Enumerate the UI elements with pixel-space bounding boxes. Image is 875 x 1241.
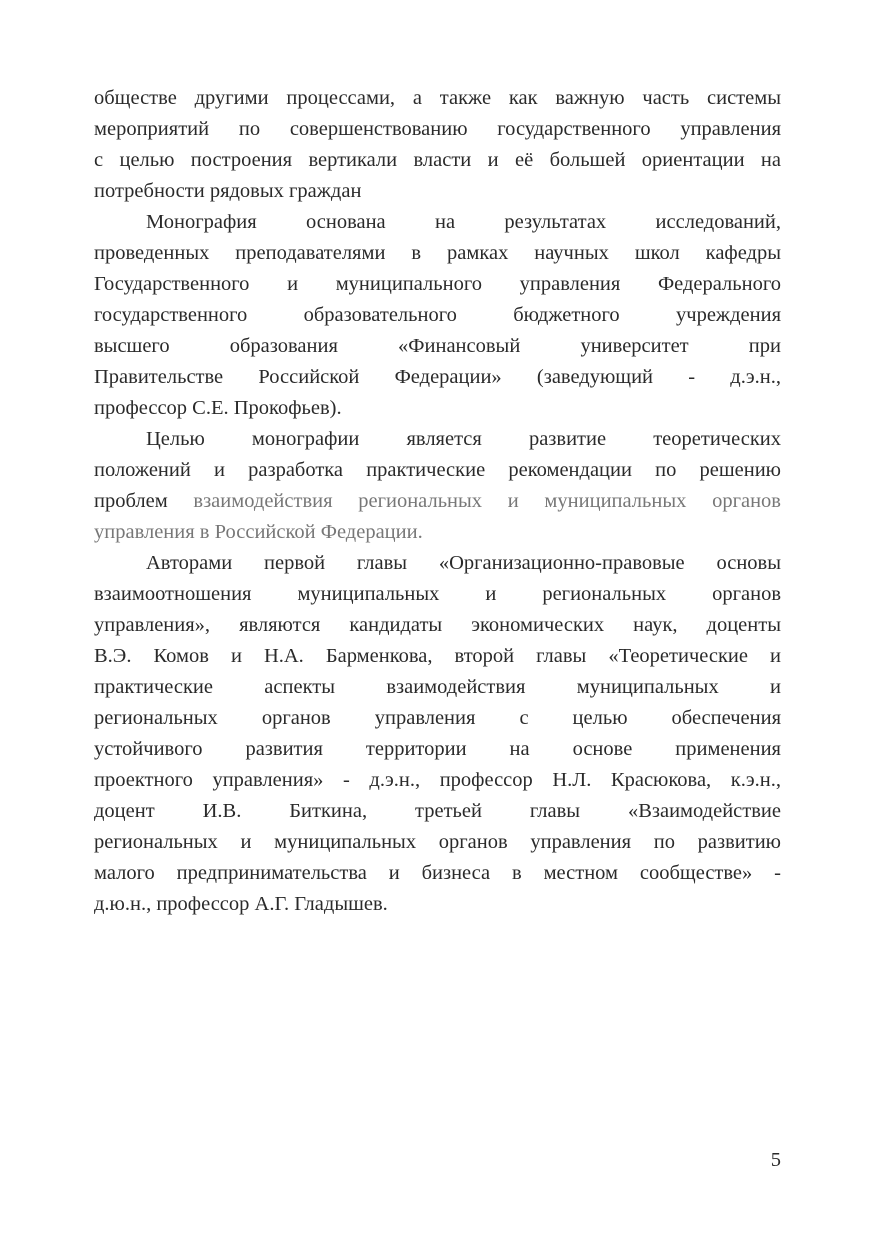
text-line: взаимоотношения муниципальных и региональных органов (94, 583, 781, 605)
text-line: потребности рядовых граждан (94, 180, 362, 202)
text-line: региональных и муниципальных органов управления по развитию (94, 831, 781, 853)
text-fragment: проблем (94, 490, 194, 512)
text-line: доцент И.В. Биткина, третьей главы «Взаимодействие (94, 800, 781, 822)
text-line: проектного управления» - д.э.н., профессор Н.Л. Красюкова, к.э.н., (94, 769, 781, 791)
text-line: региональных органов управления с целью обеспечения (94, 707, 781, 729)
text-line: В.Э. Комов и Н.А. Барменкова, второй главы «Теоретические и (94, 645, 781, 667)
text-fragment-muted: взаимодействия региональных и муниципальных органов (193, 490, 781, 512)
text-line: обществе другими процессами, а также как важную часть системы (94, 87, 781, 109)
paragraph-3 (94, 424, 781, 548)
text-line (94, 486, 781, 517)
paragraph-4 (94, 548, 781, 920)
paragraph-1 (94, 83, 781, 207)
text-line: высшего образования «Финансовый университет при (94, 335, 781, 357)
text-line: Целью монографии является развитие теоретических (146, 428, 781, 450)
text-line: Авторами первой главы «Организационно-правовые основы (146, 552, 781, 574)
text-line: проведенных преподавателями в рамках научных школ кафедры (94, 242, 781, 264)
text-line: управления», являются кандидаты экономических наук, доценты (94, 614, 781, 636)
text-line: практические аспекты взаимодействия муниципальных и (94, 676, 781, 698)
body-text (94, 83, 781, 920)
text-line: положений и разработка практические рекомендации по решению (94, 459, 781, 481)
paragraph-2 (94, 207, 781, 424)
text-line: д.ю.н., профессор А.Г. Гладышев. (94, 893, 388, 915)
text-line: Монография основана на результатах исследований, (146, 211, 781, 233)
text-line: профессор С.Е. Прокофьев). (94, 397, 342, 419)
text-line: государственного образовательного бюджетного учреждения (94, 304, 781, 326)
text-line: с целью построения вертикали власти и её большей ориентации на (94, 149, 781, 171)
text-line: малого предпринимательства и бизнеса в местном сообществе» - (94, 862, 781, 884)
text-line: мероприятий по совершенствованию государственного управления (94, 118, 781, 140)
text-line: управления в Российской Федерации. (94, 521, 423, 543)
text-line: Правительстве Российской Федерации» (заведующий - д.э.н., (94, 366, 781, 388)
text-line: Государственного и муниципального управления Федерального (94, 273, 781, 295)
page-number: 5 (770, 1149, 781, 1171)
text-line: устойчивого развития территории на основе применения (94, 738, 781, 760)
